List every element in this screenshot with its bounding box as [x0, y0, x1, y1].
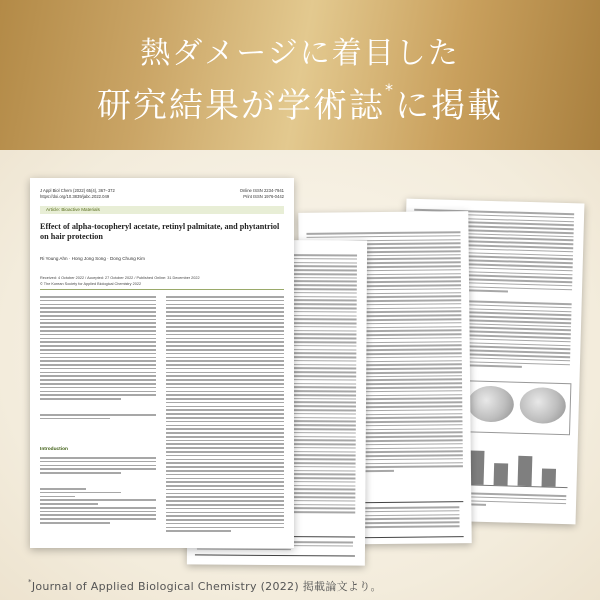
figure-bar: [542, 468, 556, 486]
headline-asterisk: *: [385, 80, 395, 99]
issn-print: Print ISSN 1976-0442: [243, 194, 284, 199]
introduction-heading: Introduction: [40, 447, 68, 452]
source-caption: [28, 578, 382, 594]
paper-title: Effect of alpha-tocopheryl acetate, retinyl palmitate, and phytantriol on hair protection: [40, 222, 280, 241]
headline-line2: [0, 78, 600, 127]
headline-line2-prefix: 研究結果が学術誌: [97, 86, 385, 126]
journal-citation: [40, 188, 180, 200]
paper-copyright: © The Korean Society for Applied Biological Chemistry 2022: [40, 282, 142, 286]
figure-bar: [470, 450, 485, 484]
caption-asterisk: *: [28, 578, 32, 586]
abstract-lines: [40, 296, 156, 402]
keywords-lines: [40, 414, 156, 422]
article-type-label: Article: Bioactive Materials: [46, 207, 100, 212]
headline-line2-suffix: に掲載: [395, 86, 503, 126]
author-info-lines: [40, 488, 156, 526]
hair-cross-section-image: [467, 385, 514, 422]
paper-page-front: [30, 178, 294, 548]
paper-authors: Ri Young Ahn · Hong Jong Song · Dong Chung Kim: [40, 256, 145, 261]
divider: [40, 289, 284, 290]
article-type-badge: [40, 206, 284, 214]
body-text-lines: [166, 296, 284, 534]
headline-line1: 熱ダメージに着目した: [140, 36, 460, 71]
caption-text: Journal of Applied Biological Chemistry (2022) 掲載論文より。: [31, 580, 382, 593]
hair-cross-section-image: [519, 387, 566, 424]
journal-doi: https://doi.org/10.3839/jabc.2022.049: [40, 194, 110, 199]
figure-bar: [518, 456, 533, 486]
journal-citation-line1: J Appl Biol Chem (2022) 65(4), 367−372: [40, 188, 115, 193]
journal-issn: [240, 188, 284, 200]
figure-bar: [494, 463, 509, 485]
issn-online: Online ISSN 2234-7941: [239, 188, 284, 193]
introduction-lines: [40, 457, 156, 476]
header-banner: [0, 0, 600, 150]
paper-dates: Received: 4 October 2022 / Accepted: 27 October 2022 / Published Online: 31 December 2022: [40, 276, 200, 280]
